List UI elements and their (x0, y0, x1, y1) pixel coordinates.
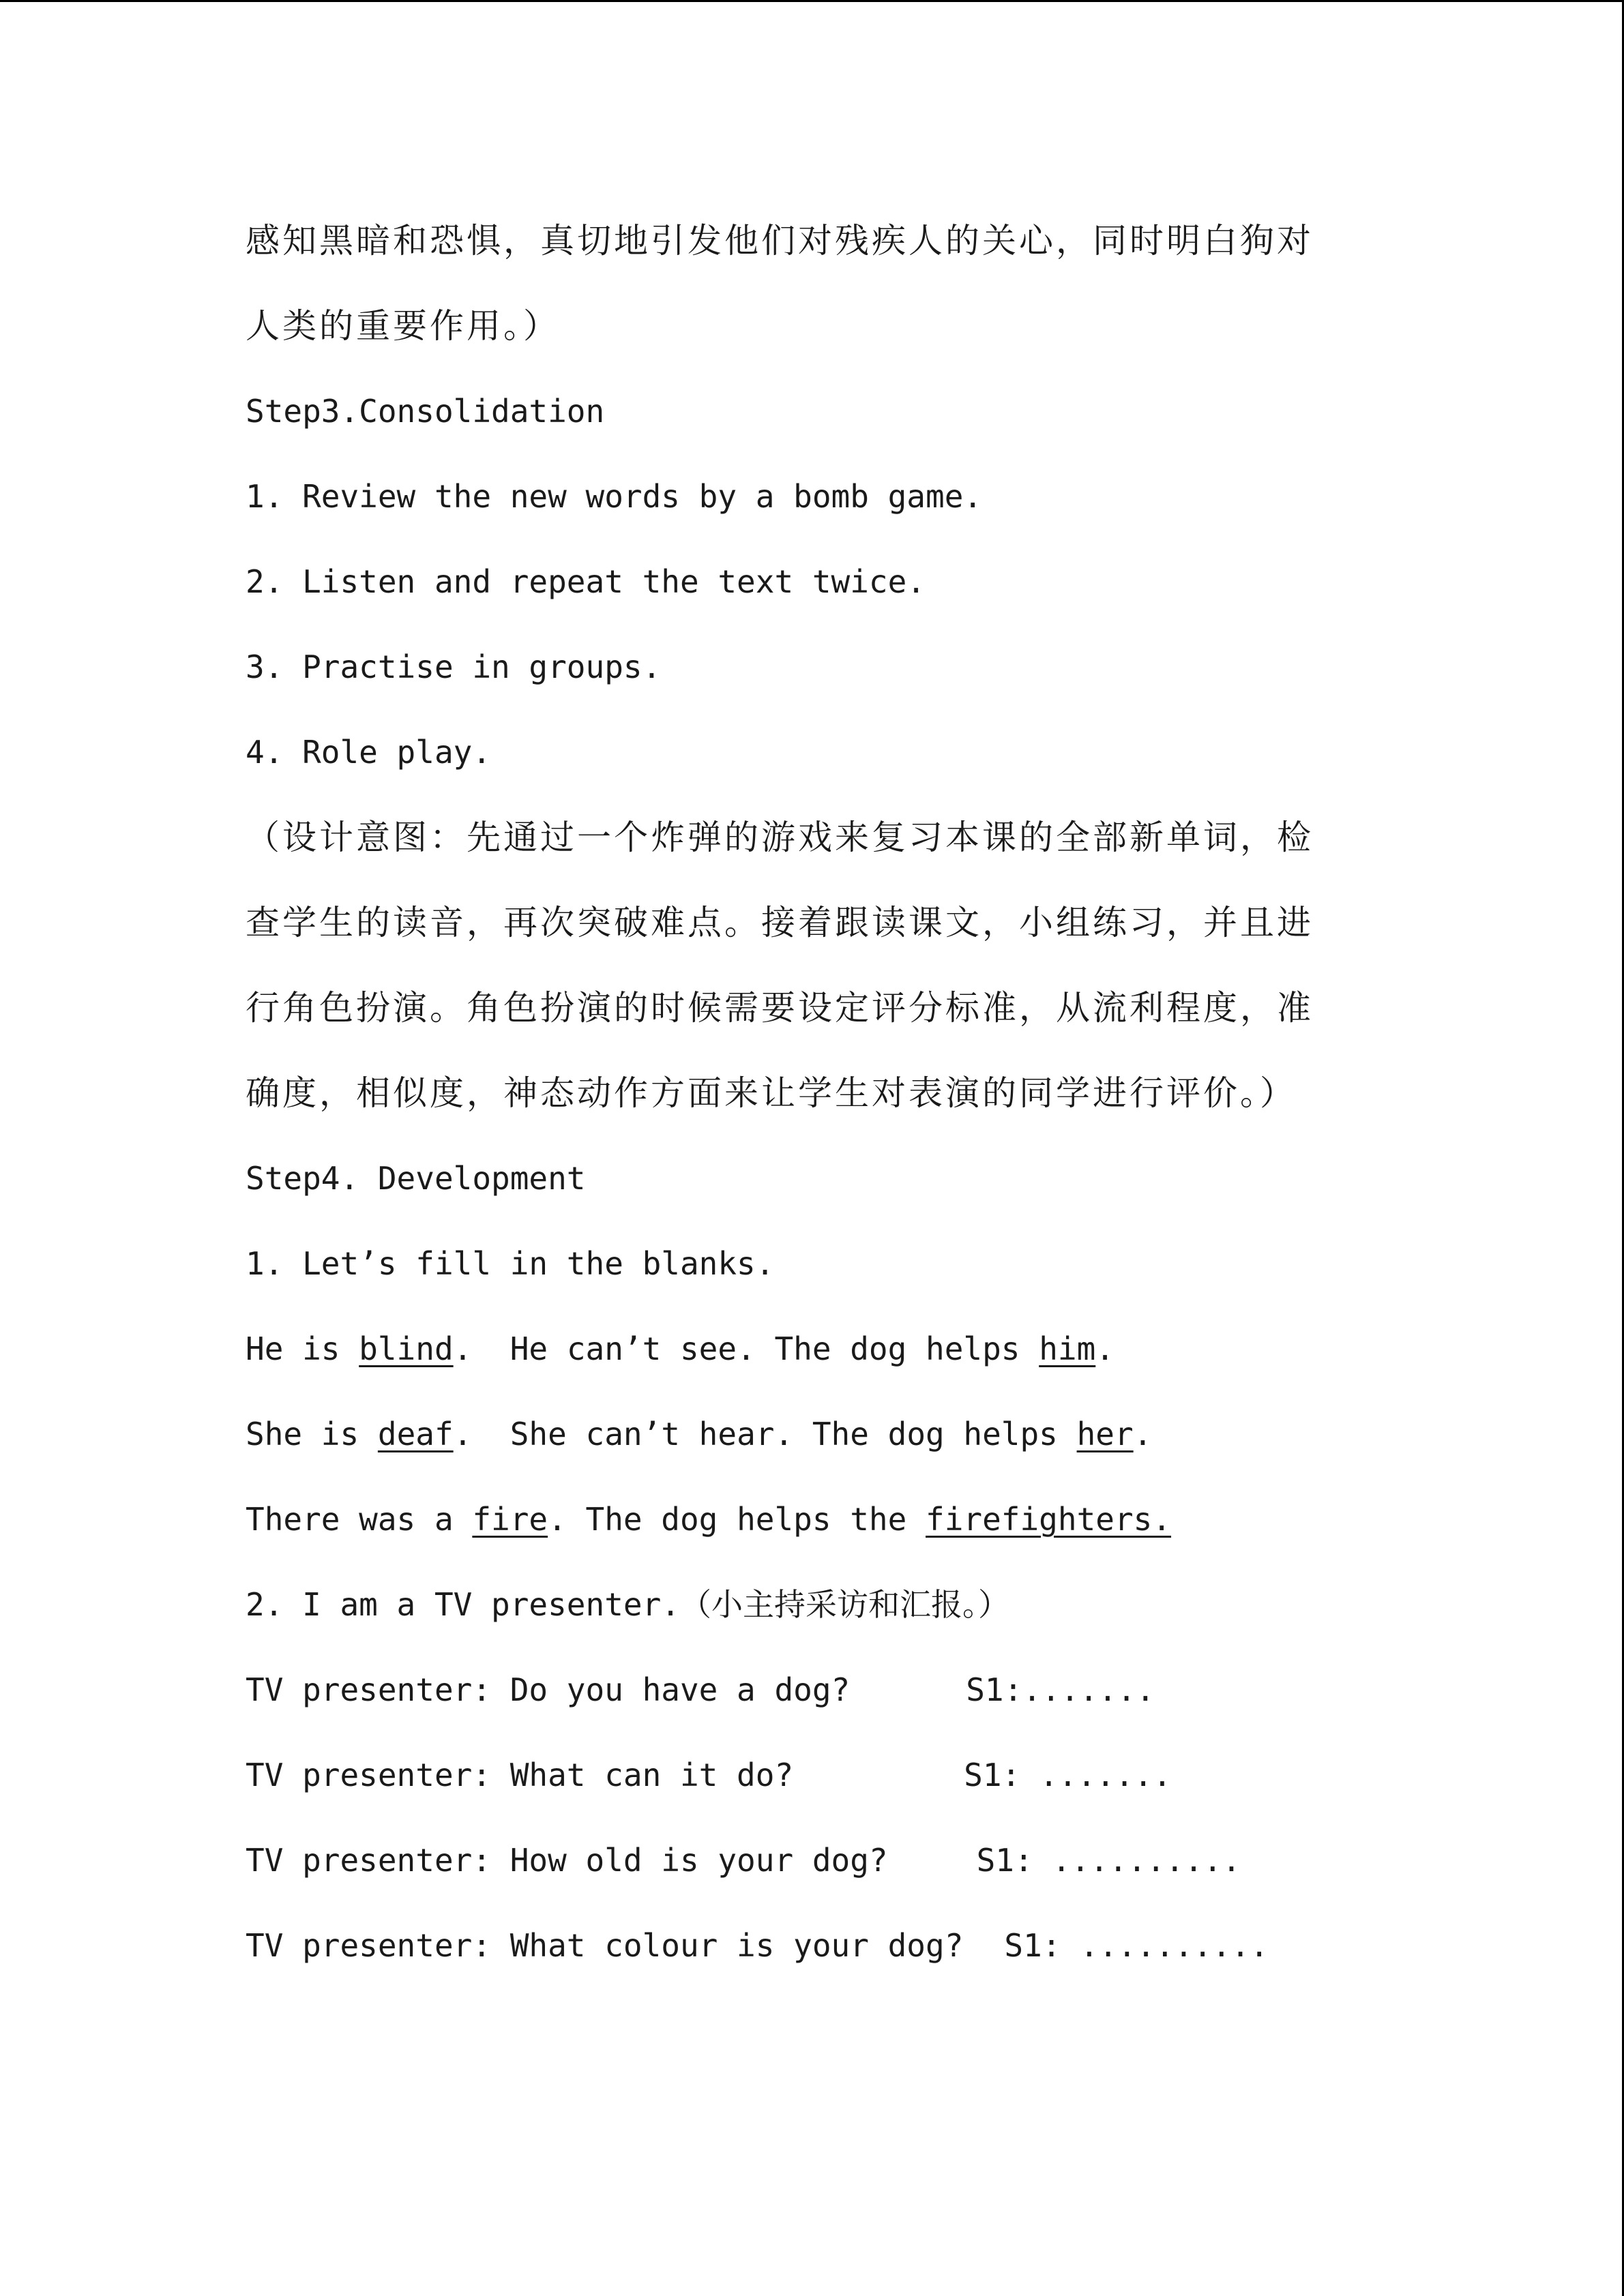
presenter-question: TV presenter: What can it do? (246, 1757, 794, 1793)
step4-task-1: 1. Let’s fill in the blanks. (246, 1245, 775, 1282)
sentence-text: . He can’t see. The dog helps (453, 1330, 1039, 1367)
blank-answer: blind (359, 1330, 454, 1367)
intro-line-1: 感知黑暗和恐惧，真切地引发他们对残疾人的关心，同时明白狗对 (246, 221, 1314, 260)
fill-blank-sentence-1 (246, 1307, 1364, 1392)
student-answer: S1: ....... (964, 1757, 1172, 1793)
fill-blank-sentence-3 (246, 1477, 1364, 1562)
dialogue-row (246, 1733, 1364, 1818)
presenter-question: TV presenter: Do you have a dog? (246, 1671, 851, 1708)
blank-answer: her (1076, 1416, 1134, 1452)
step3-item-1: 1. Review the new words by a bomb game. (246, 478, 983, 515)
dialogue-row (246, 1648, 1364, 1733)
presenter-question: TV presenter: What colour is your dog? (246, 1927, 964, 1964)
blank-answer: firefighters. (926, 1501, 1172, 1538)
intro-line-2: 人类的重要作用。） (246, 306, 560, 346)
blank-answer: fire (472, 1501, 548, 1538)
step3-item-3: 3. Practise in groups. (246, 648, 662, 685)
design-note-line-2: 查学生的读音，再次突破难点。接着跟读课文，小组练习，并且进 (246, 903, 1314, 942)
student-answer: S1: .......... (976, 1842, 1241, 1879)
step4-heading: Step4. Development (246, 1160, 586, 1197)
design-note-line-1: （设计意图：先通过一个炸弹的游戏来复习本课的全部新单词，检 (246, 818, 1314, 857)
design-note-line-4: 确度，相似度，神态动作方面来让学生对表演的同学进行评价。） (246, 1073, 1297, 1113)
sentence-text: He is (246, 1330, 359, 1367)
sentence-text: . (1133, 1416, 1153, 1452)
blank-answer: him (1039, 1330, 1096, 1367)
sentence-text: There was a (246, 1501, 473, 1538)
step3-item-2: 2. Listen and repeat the text twice. (246, 563, 926, 600)
design-note-line-3: 行角色扮演。角色扮演的时候需要设定评分标准，从流利程度，准 (246, 988, 1314, 1028)
student-answer: S1:....... (966, 1671, 1155, 1708)
step4-task-2: 2. I am a TV presenter.（小主持采访和汇报。） (246, 1586, 1009, 1623)
sentence-text: . (1095, 1330, 1114, 1367)
dialogue-row (246, 1903, 1364, 1988)
step3-item-4: 4. Role play. (246, 734, 492, 771)
student-answer: S1: .......... (1004, 1927, 1269, 1964)
dialogue-row (246, 1818, 1364, 1903)
sentence-text: She is (246, 1416, 378, 1452)
step3-heading: Step3.Consolidation (246, 393, 605, 430)
blank-answer: deaf (377, 1416, 454, 1452)
presenter-question: TV presenter: How old is your dog? (246, 1842, 888, 1879)
fill-blank-sentence-2 (246, 1392, 1364, 1477)
page-content (246, 198, 1364, 1988)
sentence-text: . She can’t hear. The dog helps (453, 1416, 1077, 1452)
sentence-text: . The dog helps the (548, 1501, 926, 1538)
